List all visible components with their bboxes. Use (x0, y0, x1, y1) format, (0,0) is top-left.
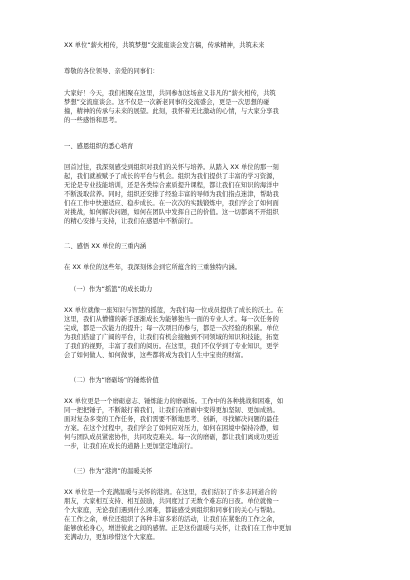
intro-line: 大家好！今天，我们相聚在这里，共同参加这场意义非凡的“薪火相传，共筑 (64, 90, 276, 97)
part3-line: 能够放松身心，增进彼此之间的感情。正是这份温暖与关怀，让我们在工作中更加 (64, 525, 292, 532)
part1-line: 会了如何做人、如何做事，这些都将成为我们人生中宝贵的财富。 (64, 352, 248, 359)
section1-line: 们在工作中快速适应、稳步成长。在一次次的实践锻炼中，我们学会了如何面 (64, 200, 279, 207)
part3-heading: （三）作为“港湾”的温暖关怀 (70, 468, 153, 475)
section1-line: 对挑战，如何解决问题，如何在团队中发挥自己的价值。这一切都离不开组织 (64, 209, 279, 216)
part2-line: 同一把把锤子，不断敲打着我们，让我们在磨砺中变得更加坚韧、更加成熟。 (64, 407, 279, 414)
document-page (64, 0, 352, 580)
section2-heading: 二、感悟 XX 单位的三重内涵 (64, 243, 147, 250)
part2-line: 面对复杂多变的工作任务，我们需要不断地思考、创新，寻找解决问题的最佳 (64, 416, 279, 423)
part2-line: 一步，让我们在成长的道路上更加坚定地前行。 (64, 443, 197, 450)
greeting: 尊敬的各位领导、亲爱的同事们： (64, 68, 159, 75)
part1-line: 完成，都是一次能力的提升；每一次项目的参与，都是一次经验的积累。单位 (64, 325, 279, 332)
document-title: XX 单位“薪火相传，共筑梦想”交流座谈会发言稿，传承精神，共筑未来 (64, 42, 265, 49)
part2-line: 方案。在这个过程中，我们学会了如何应对压力，如何在困境中保持冷静，如 (64, 425, 279, 432)
intro-line: 梦想”交流座谈会。这不仅是一次新老同事的交流盛会，更是一次思想的碰 (64, 99, 270, 106)
part3-line: 在工作之余，单位还组织了各种丰富多彩的活动，让我们在紧张的工作之余， (64, 516, 279, 523)
part2-heading: （二）作为“磨砺场”的锤炼价值 (70, 377, 159, 384)
section1-line: 不断汲取营养。同时，组织还安排了经验丰富的导师为我们指点迷津，帮助我 (64, 191, 279, 198)
section2-intro: 在 XX 单位的这些年，我深刻体会到它所蕴含的三重独特内涵。 (64, 264, 241, 271)
section1-line: 无论是专业技能培训，还是各类综合素质提升课程，都让我们在知识的海洋中 (64, 182, 279, 189)
part3-line: XX 单位是一个充满温暖与关怀的港湾。在这里，我们结识了许多志同道合的 (64, 489, 277, 496)
part2-line: 何与团队成员紧密协作，共同攻克难关。每一次的磨砺，都让我们离成功更近 (64, 434, 279, 441)
intro-line: 的一些感悟和思考。 (64, 117, 121, 124)
section1-heading: 一、感恩组织的悉心培育 (64, 143, 134, 150)
section1-line: 的精心安排与支持，让我们在感恩中不断前行。 (64, 218, 197, 225)
section1-line: 回首过往，我深刻感受到组织对我们的关怀与培养。从踏入 XX 单位的那一刻 (64, 164, 279, 171)
part3-line: 个大家庭，无论我们遇到什么困难，都能感受到组织和同事们的关心与帮助。 (64, 507, 279, 514)
part1-line: 了我们的视野，丰富了我们的阅历。在这里，我们不仅学到了专业知识，更学 (64, 343, 279, 350)
part1-heading: （一）作为“摇篮”的成长助力 (70, 286, 153, 293)
part1-line: 为我们搭建了广阔的平台，让我们有机会接触到不同领域的知识和技能，拓宽 (64, 334, 279, 341)
intro-line: 撞，精神的传承与未来的展望。此刻，我怀着无比激动的心情，与大家分享我 (64, 108, 279, 115)
part1-line: 这里，我们从懵懂的新手逐渐成长为能够独当一面的专业人才。每一次任务的 (64, 316, 279, 323)
part1-line: XX 单位就像一座知识与智慧的摇篮，为我们每一位成员提供了成长的沃土。在 (64, 307, 284, 314)
part3-line: 充满动力，更加珍惜这个大家庭。 (64, 534, 159, 541)
part3-line: 朋友，大家相互支持、相互鼓励，共同度过了无数个难忘的日夜。单位就像一 (64, 498, 279, 505)
section1-line: 起，我们就被赋予了成长的平台与机会。组织为我们提供了丰富的学习资源， (64, 173, 279, 180)
part2-line: XX 单位更是一个磨砺意志、锤炼能力的磨砺场。工作中的各种挑战和困难，如 (64, 398, 284, 405)
